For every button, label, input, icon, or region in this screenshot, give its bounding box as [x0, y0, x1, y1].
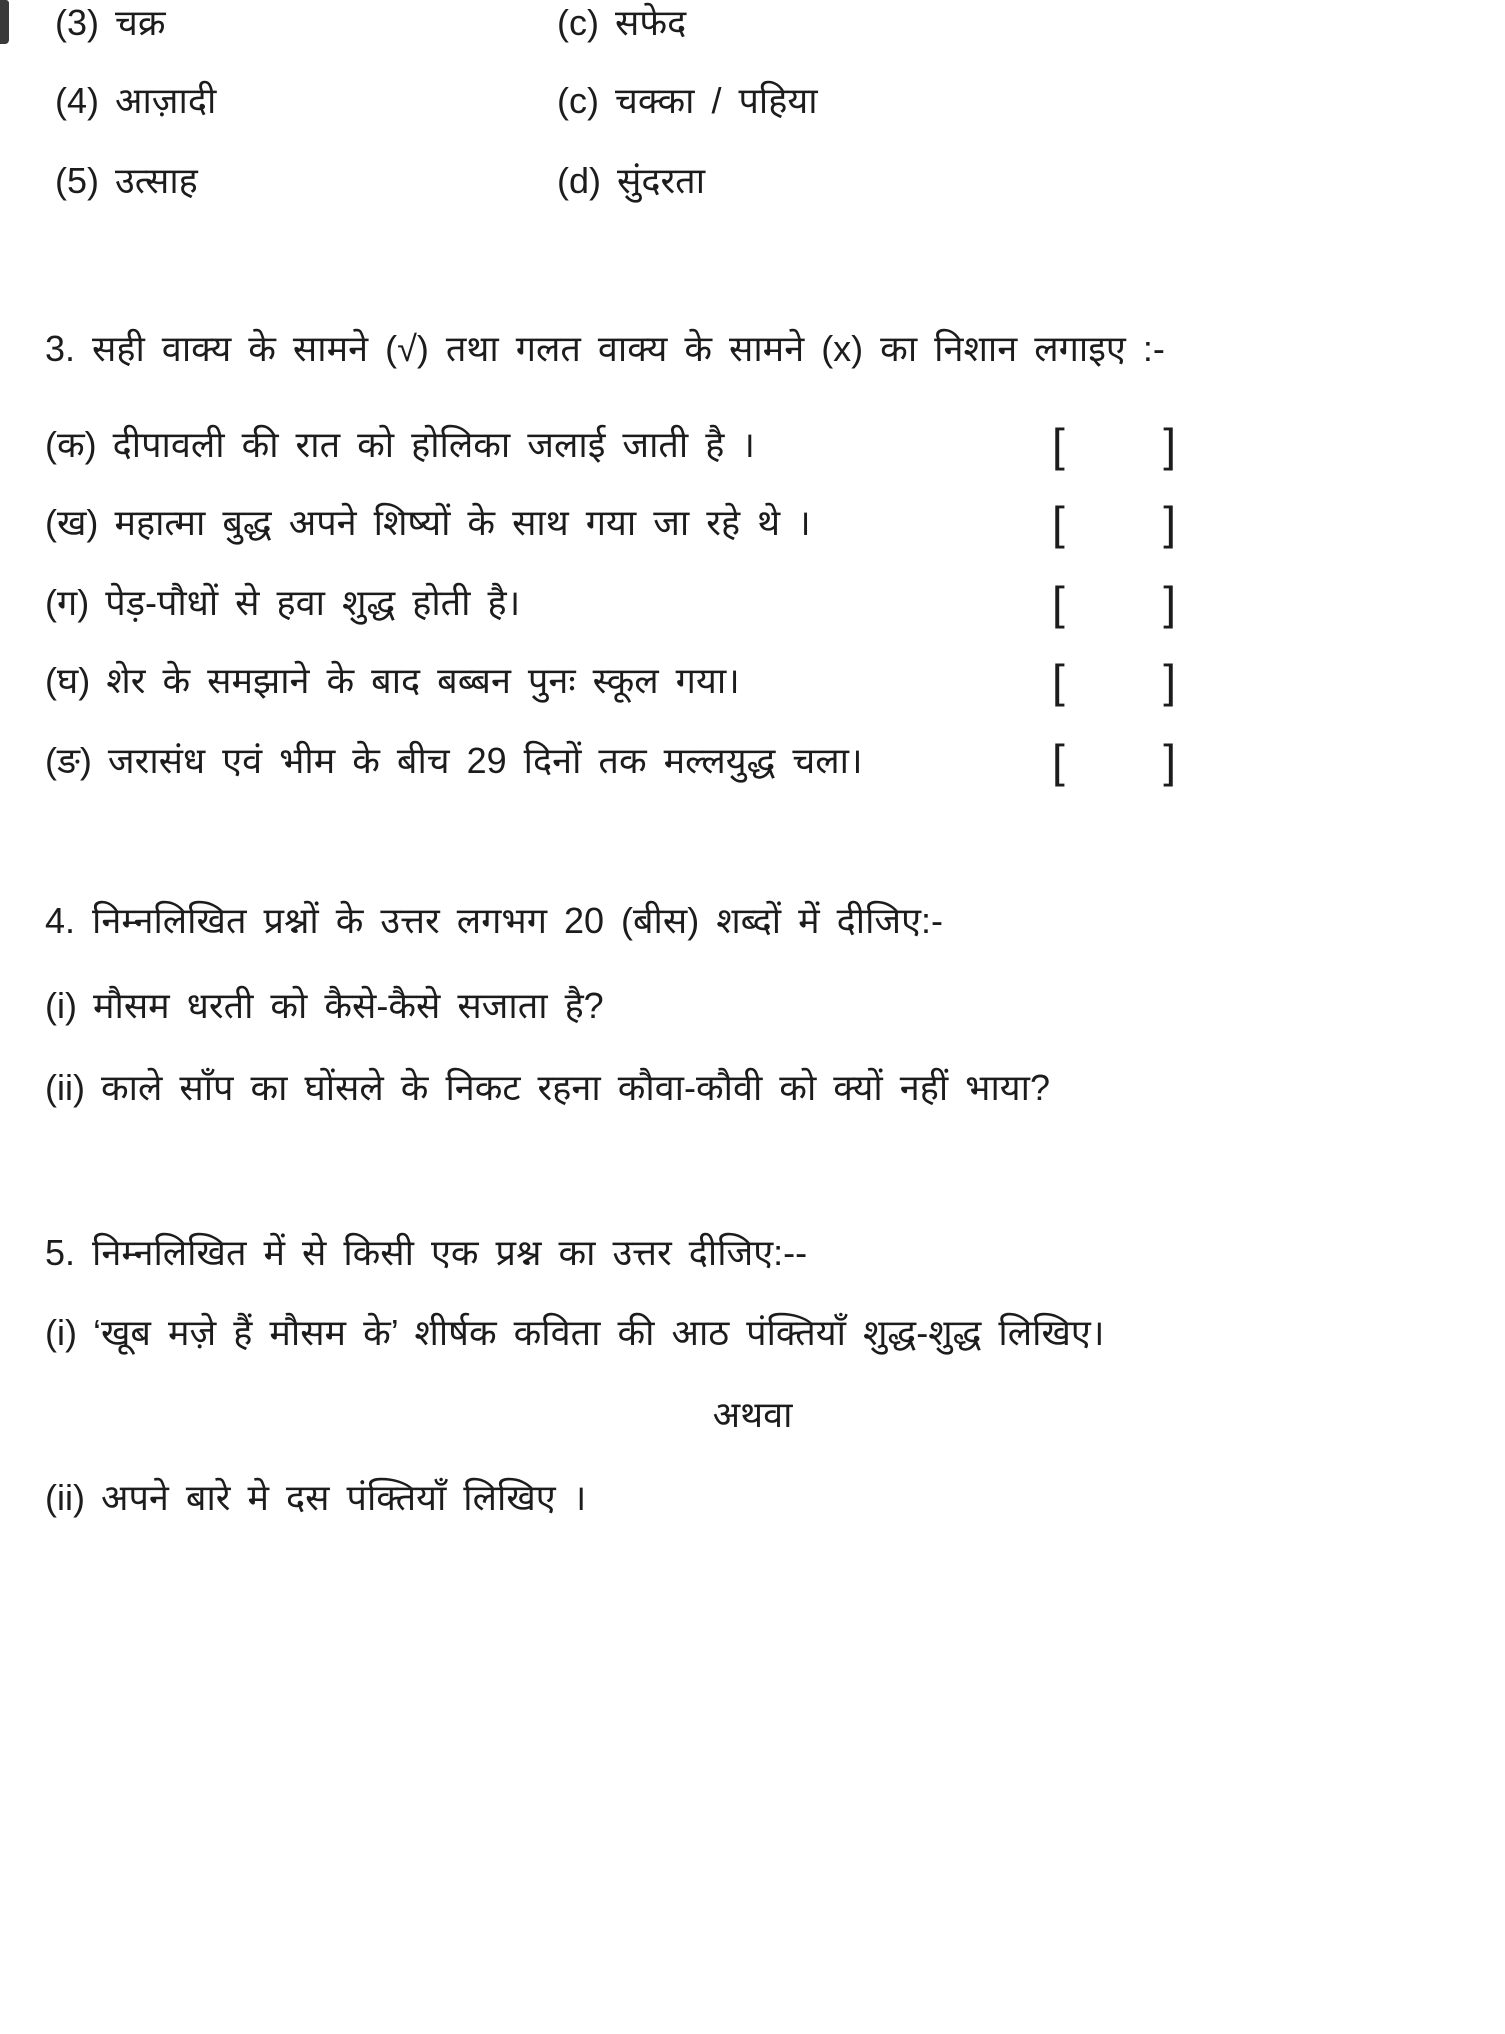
bracket-close: ] [1163, 655, 1176, 707]
q5-item-text: ‘खूब मज़े हैं मौसम के’ शीर्षक कविता की आठ पंक्तियाँ शुद्ध-शुद्ध लिखिए। [92, 1312, 1105, 1353]
bracket-open: [ [1052, 497, 1065, 549]
tf-item-ka [0, 419, 1505, 471]
question-3-heading: 3. सही वाक्य के सामने (√) तथा गलत वाक्य के सामने (x) का निशान लगाइए :- [45, 328, 1165, 369]
bracket-open: [ [1052, 655, 1065, 707]
tf-item-text: महात्मा बुद्ध अपने शिष्यों के साथ गया जा रहे थे । [114, 502, 811, 543]
tf-item-label: (ङ) [45, 740, 92, 781]
match-left-word: आज़ादी [115, 80, 217, 121]
match-left-word: चक्र [115, 2, 166, 43]
match-left-word: उत्साह [115, 160, 198, 201]
bracket-close: ] [1163, 577, 1176, 629]
bracket-open: [ [1052, 419, 1065, 471]
match-row [0, 0, 1505, 47]
answer-brackets [1052, 494, 1176, 554]
bracket-close: ] [1163, 419, 1176, 471]
match-right-letter: (c) [557, 80, 599, 121]
q5-item-i [0, 1310, 1505, 1357]
bracket-close: ] [1163, 497, 1176, 549]
tf-item-label: (ग) [45, 582, 90, 623]
match-right-word: सफेद [614, 2, 687, 43]
or-separator: अथवा [712, 1394, 793, 1435]
match-right-letter: (c) [557, 2, 599, 43]
match-row [0, 158, 1505, 205]
answer-brackets [1052, 574, 1176, 634]
tf-item-kha [0, 497, 1505, 549]
question-5-heading: 5. निम्नलिखित में से किसी एक प्रश्न का उत्तर दीजिए:-- [45, 1232, 808, 1273]
match-right-word: चक्का / पहिया [614, 80, 818, 121]
tf-item-ga [0, 577, 1505, 629]
match-right-letter: (d) [557, 160, 601, 201]
tf-item-text: जरासंध एवं भीम के बीच 29 दिनों तक मल्लयुद्ध चला। [107, 740, 863, 781]
question-4-heading: 4. निम्नलिखित प्रश्नों के उत्तर लगभग 20 (बीस) शब्दों में दीजिए:- [45, 900, 944, 941]
bracket-open: [ [1052, 577, 1065, 629]
tf-item-gha [0, 655, 1505, 707]
match-right [557, 0, 686, 47]
q4-item-label: (ii) [45, 1067, 85, 1108]
q4-item-ii [0, 1065, 1505, 1112]
tf-item-nga [0, 735, 1505, 787]
q4-item-text: काले साँप का घोंसले के निकट रहना कौवा-कौवी को क्यों नहीं भाया? [100, 1067, 1051, 1108]
tf-item-label: (घ) [45, 660, 91, 701]
answer-brackets [1052, 732, 1176, 792]
tf-item-text: शेर के समझाने के बाद बब्बन पुनः स्कूल गया। [106, 660, 740, 701]
match-right [557, 78, 818, 125]
tf-item-text: दीपावली की रात को होलिका जलाई जाती है । [112, 424, 756, 465]
match-row [0, 78, 1505, 125]
q4-item-i [0, 983, 1505, 1030]
match-left-number: (5) [55, 160, 99, 201]
tf-item-text: पेड़-पौधों से हवा शुद्ध होती है। [105, 582, 521, 623]
answer-brackets [1052, 416, 1176, 476]
match-right-word: सुंदरता [617, 160, 706, 201]
q4-item-text: मौसम धरती को कैसे-कैसे सजाता है? [92, 985, 604, 1026]
tf-item-label: (ख) [45, 502, 99, 543]
q5-item-ii [0, 1475, 1505, 1522]
bracket-open: [ [1052, 735, 1065, 787]
match-left-number: (4) [55, 80, 99, 121]
q5-item-label: (i) [45, 1312, 77, 1353]
tf-item-label: (क) [45, 424, 97, 465]
bracket-close: ] [1163, 735, 1176, 787]
match-left-number: (3) [55, 2, 99, 43]
match-right [557, 158, 705, 205]
q5-item-label: (ii) [45, 1477, 85, 1518]
q4-item-label: (i) [45, 985, 77, 1026]
answer-brackets [1052, 652, 1176, 712]
q5-item-text: अपने बारे मे दस पंक्तियाँ लिखिए । [100, 1477, 587, 1518]
